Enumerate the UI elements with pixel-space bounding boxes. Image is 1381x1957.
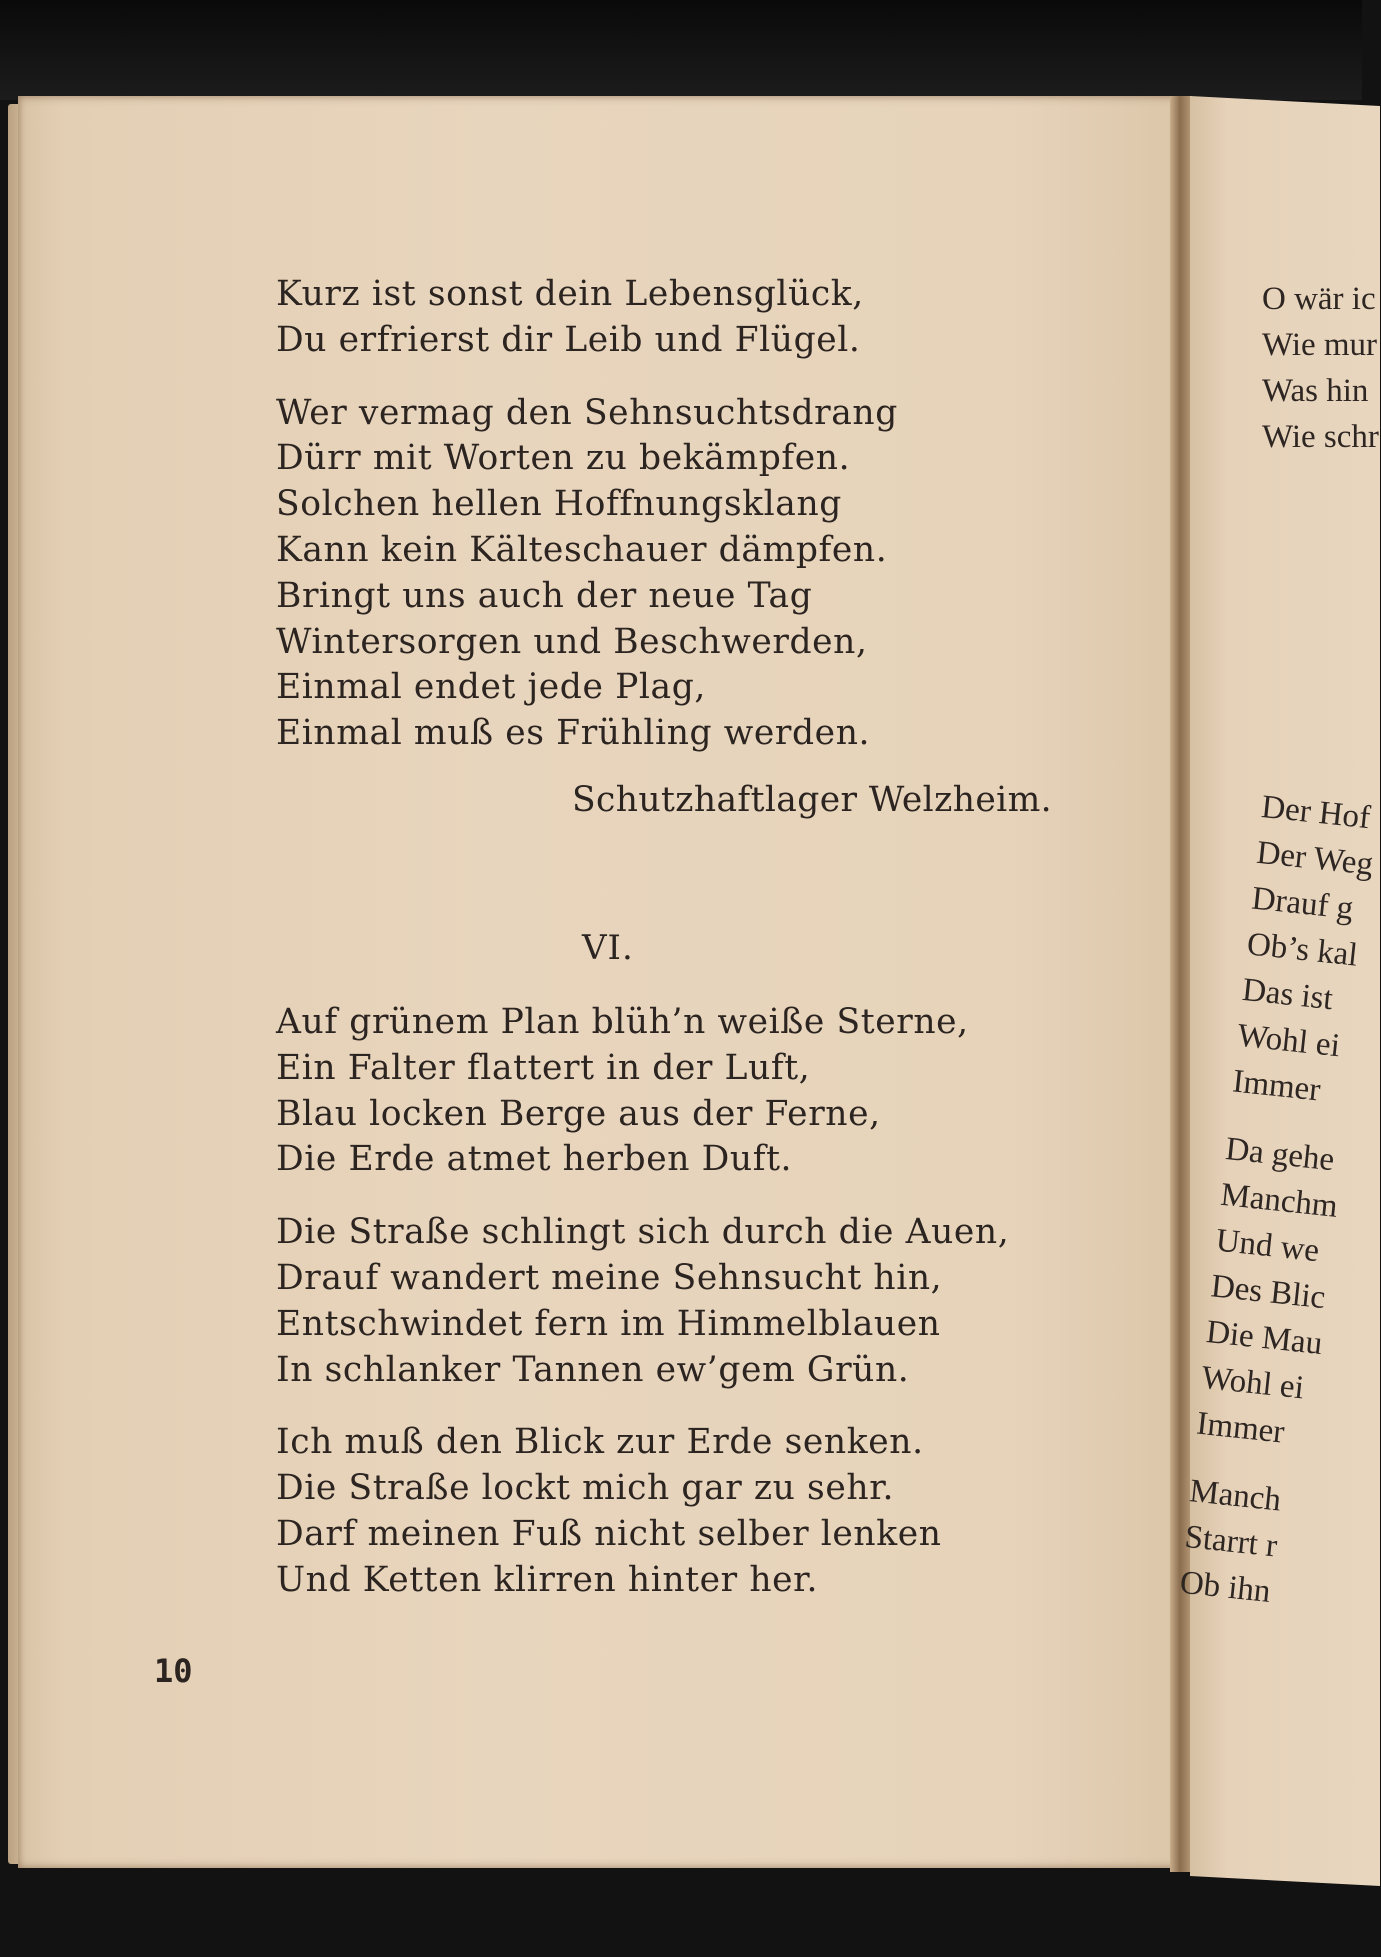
- right-page-line: Immer: [1194, 1405, 1287, 1451]
- right-page-line: Da gehe: [1223, 1131, 1336, 1179]
- poem-line: Ein Falter flattert in der Luft,: [276, 1047, 811, 1088]
- right-page-line: Wie schr: [1262, 419, 1379, 455]
- page-number: 10: [154, 1652, 193, 1690]
- right-page-line: Starrt r: [1182, 1518, 1279, 1565]
- poem-line: Darf meinen Fuß nicht selber lenken: [276, 1513, 942, 1554]
- poem-line: Dürr mit Worten zu bekämpfen.: [276, 438, 851, 479]
- poem-line: Bringt uns auch der neue Tag: [276, 575, 813, 616]
- right-page-line: Drauf g: [1250, 880, 1356, 927]
- poem-line: Einmal endet jede Plag,: [276, 667, 706, 708]
- right-page-line: Was hin: [1262, 373, 1369, 409]
- right-page-line: Und we: [1214, 1222, 1321, 1270]
- poem-part-2: [276, 1000, 1076, 1604]
- right-page-line: Manch: [1187, 1473, 1283, 1519]
- poem-line: Solchen hellen Hoffnungsklang: [276, 484, 842, 525]
- poem-line: Und Ketten klirren hinter her.: [276, 1559, 819, 1600]
- right-page-line: Ob’s kal: [1245, 926, 1360, 974]
- poem-line: Die Erde atmet herben Duft.: [276, 1139, 793, 1180]
- right-page-line: Das ist: [1240, 971, 1335, 1018]
- poem-line: Die Straße schlingt sich durch die Auen,: [276, 1212, 1010, 1253]
- backdrop: [0, 0, 1362, 100]
- poem-line: Du erfrierst dir Leib und Flügel.: [276, 319, 861, 360]
- poem-line: Wer vermag den Sehnsuchtsdrang: [276, 392, 898, 433]
- right-page-line: Wohl ei: [1235, 1017, 1342, 1065]
- poem-line: Wintersorgen und Beschwerden,: [276, 621, 868, 662]
- poem-line: Kann kein Kälteschauer dämpfen.: [276, 529, 888, 570]
- section-heading: VI.: [582, 928, 634, 968]
- right-page-line: Ob ihn: [1178, 1564, 1273, 1610]
- poem-line: Blau locken Berge aus der Ferne,: [276, 1093, 881, 1134]
- right-page-line: O wär ic: [1262, 281, 1376, 317]
- right-page-top-text: [1262, 276, 1379, 460]
- right-page-line: Immer: [1230, 1063, 1323, 1109]
- poem-line: Einmal muß es Frühling werden.: [276, 713, 871, 754]
- right-page-line: Des Blic: [1209, 1268, 1328, 1317]
- right-page-line: Wie mur: [1262, 327, 1378, 363]
- poem-signature: Schutzhaftlager Welzheim.: [572, 780, 1053, 820]
- right-page-line: Wohl ei: [1199, 1359, 1306, 1407]
- right-page-line: Der Hof: [1259, 788, 1372, 837]
- poem-part-1: [276, 272, 1076, 757]
- poem-line: Drauf wandert meine Sehnsucht hin,: [276, 1257, 943, 1298]
- right-page-line: Die Mau: [1204, 1314, 1325, 1363]
- poem-line: Ich muß den Blick zur Erde senken.: [276, 1422, 924, 1463]
- poem-line: In schlanker Tannen ew’gem Grün.: [276, 1349, 910, 1390]
- poem-line: Die Straße lockt mich gar zu sehr.: [276, 1468, 895, 1509]
- right-page-line: Manchm: [1218, 1176, 1340, 1225]
- poem-line: Auf grünem Plan blüh’n weiße Sterne,: [276, 1002, 969, 1042]
- poem-line: Kurz ist sonst dein Lebensglück,: [276, 274, 864, 314]
- right-page-line: Der Weg: [1254, 834, 1375, 883]
- poem-line: Entschwindet fern im Himmelblauen: [276, 1303, 941, 1344]
